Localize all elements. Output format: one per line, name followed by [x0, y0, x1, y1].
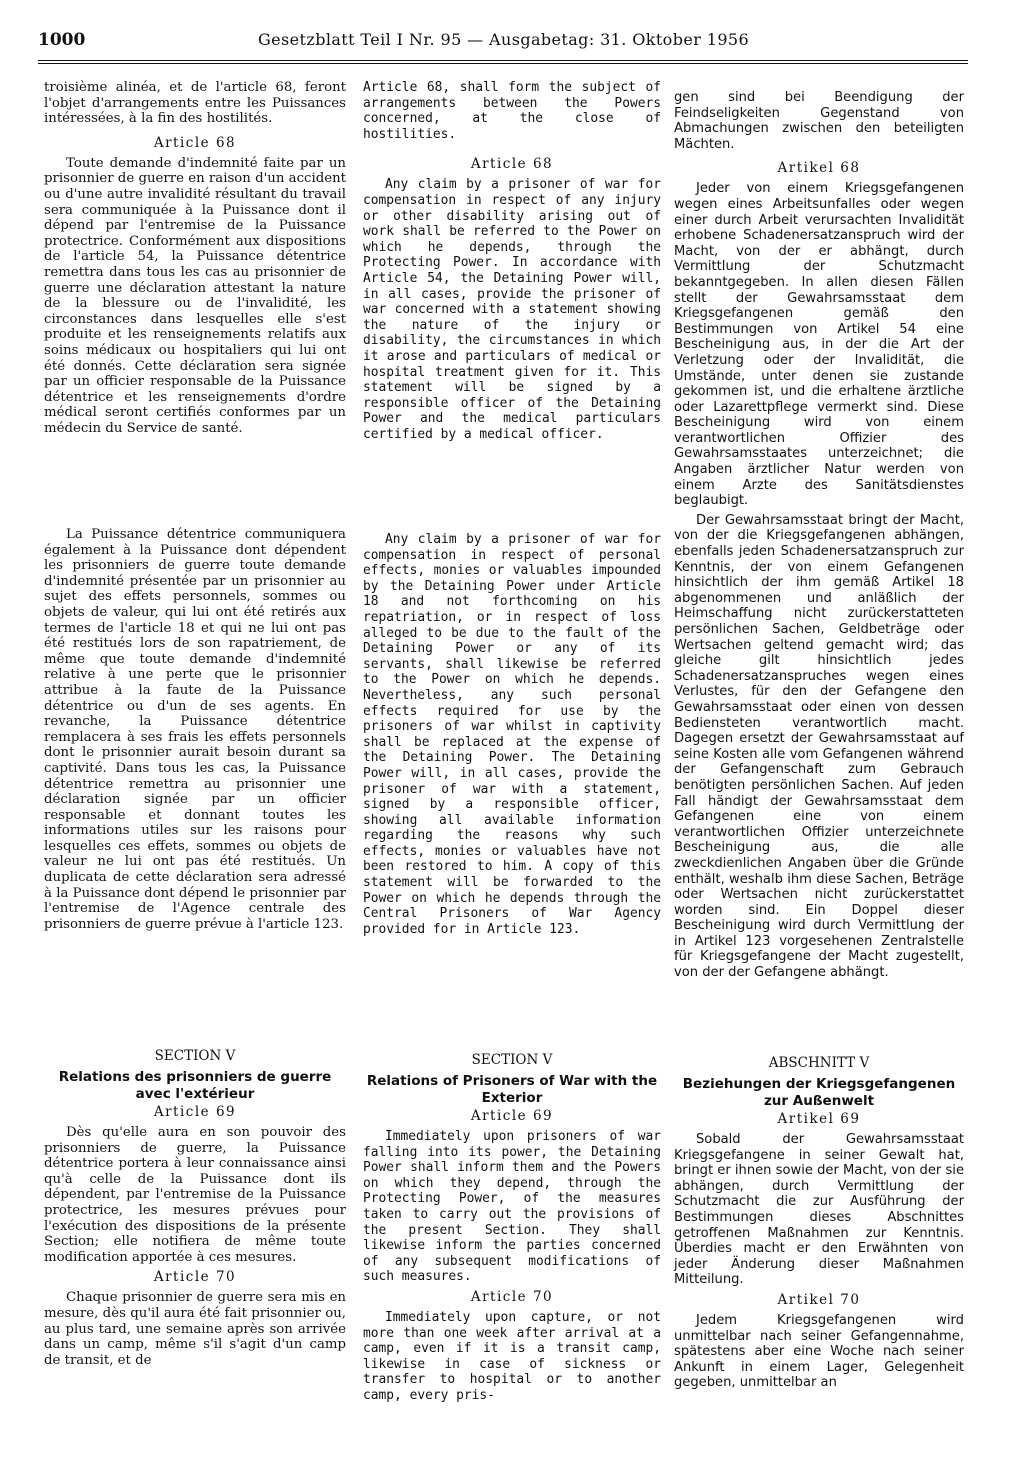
en-block-article-68	[363, 80, 661, 442]
de-article-70-paragraph: Jedem Kriegsgefangenen wird unmittelbar nach seiner Gefangennahme, spätestens aber eine Woche nach seiner Ankunft in einem Lager, Gelegenheit gegeben, unmittelbar an	[674, 1312, 964, 1391]
fr-article-69-paragraph: Dès qu'elle aura en son pouvoir des prisonniers de guerre, la Puissance détentrice portera à leur connaissance ainsi qu'à celle de la Puissance dont ils dépendent, par l'entremise de la Puissance protectrice, les mesures prévues pour l'exécution des dispositions de la présente Section; elle notifiera de même toute modification apportée à ces mesures.	[44, 1125, 346, 1265]
de-article-69-paragraph: Sobald der Gewahrsamsstaat Kriegsgefangene in seiner Gewalt hat, bringt er ihnen sowie der Macht, von der sie abhängen, durch Vermittlung der Schutzmacht die zur Ausführung der Bestimmungen dieses Abschnittes getroffenen Maßnahmen zur Kenntnis. Überdies macht er den Erwähnten von jeder Änderung dieser Maßnahmen Mitteilung.	[674, 1132, 964, 1288]
de-article-69-heading: Artikel 69	[777, 1111, 861, 1127]
de-article-68-heading: Artikel 68	[777, 160, 861, 177]
en-article-70-heading: Article 70	[470, 1288, 554, 1305]
de-article-68-paragraph-2: Der Gewahrsamsstaat bringt der Macht, von der die Kriegsgefangenen abhängen, ebenfalls jeden Schadenersatzanspruch zur Kenntnis, der von einem Gefangenen hinsichtlich der ihm gemäß Artikel 18 abgenommenen und anläßlich der Heimschaffung nicht zurückerstatteten persönlichen Sachen, Geldbeträge oder Wertsachen geltend gemacht wird; das gleiche gilt hinsichtlich jedes Schadenersatzanspruches wegen eines Verlustes, für den der Gefangene den Gewahrsamsstaat oder einen von dessen Bediensteten verantwortlich macht. Dagegen ersetzt der Gewahrsamsstaat auf seine Kosten alle vom Gefangenen während der Gefangenschaft zum Gebrauch benötigten persönlichen Sachen. Auf jeden Fall händigt der Gewahrsamsstaat dem Gefangenen eine von einem verantwortlichen Offizier unterzeichnete Bescheinigung aus, die alle zweckdienlichen Angaben über die Gründe enthält, weshalb ihm diese Sachen, Beträge oder Wertsachen nicht zurückerstattet worden sind. Ein Doppel dieser Bescheinigung wird durch Vermittlung der in Artikel 123 vorgesehenen Zentralstelle für Kriegsgefangene der Macht zugestellt, von der der Gefangene abhängt.	[674, 512, 964, 981]
fr-block-article-68-cont	[44, 527, 346, 932]
fr-section-label: SECTION V	[154, 1048, 236, 1064]
page-header	[38, 28, 968, 60]
fr-article-68-heading: Article 68	[153, 134, 237, 151]
fr-article-70-heading: Article 70	[153, 1269, 237, 1286]
en-article-68-paragraph-2: Any claim by a prisoner of war for compensation in respect of personal effects, monies or valuables impounded by the Detaining Power under Article 18 and not forthcoming on his repatriation, or in respect of loss alleged to be due to the fault of the Detaining Power or any of its servants, shall likewise be referred to the Power on which he depends. Nevertheless, any such personal effects required for use by the prisoners of war whilst in captivity shall be replaced at the expense of the Detaining Power. The Detaining Power will, in all cases, provide the prisoner of war with a statement, signed by a responsible officer, showing all available information regarding the reasons why such effects, monies or valuables have not been restored to him. A copy of this statement will be forwarded to the Power on which he depends through the Central Prisoners of War Agency provided for in Article 123.	[363, 532, 661, 937]
en-section-title: Relations of Prisoners of War with the Exterior	[366, 1073, 658, 1106]
fr-intro: troisième alinéa, et de l'article 68, feront l'objet d'arrangements entre les Puissances intéressées, à la fin des hostilités.	[44, 80, 346, 127]
header-rule-thin	[38, 63, 968, 64]
fr-article-69-heading: Article 69	[153, 1104, 237, 1120]
fr-section-v	[44, 1048, 346, 1368]
fr-article-70-paragraph: Chaque prisonnier de guerre sera mis en mesure, dès qu'il aura été fait prisonnier ou, au plus tard, une semaine après son arrivée dans un camp, même s'il s'agit d'un camp de transit, et de	[44, 1290, 346, 1368]
fr-section-title: Relations des prisonniers de guerre avec l'extérieur	[58, 1069, 332, 1102]
en-article-68-heading: Article 68	[470, 156, 554, 173]
page-number: 1000	[38, 30, 86, 50]
en-article-69-paragraph: Immediately upon prisoners of war falling into its power, the Detaining Power shall inform them and the Powers on which they depend, through the Protecting Power, of the measures taken to carry out the provisions of the present Section. They shall likewise inform the parties concerned of any subsequent modifications of such measures.	[363, 1129, 661, 1285]
en-section-v	[363, 1052, 661, 1404]
fr-article-68-paragraph-2: La Puissance détentrice communiquera également à la Puissance dont dépendent les prisonniers de guerre toute demande d'indemnité présentée par un prisonnier au sujet des effets personnels, sommes ou objets de valeur, qui lui ont été retirés aux termes de l'article 18 et qui ne lui ont pas été restitués lors de son rapatriement, de même que toute demande d'indemnité relative à une perte que le prisonnier attribue à la faute de la Puissance détentrice ou d'un de ses agents. En revanche, la Puissance détentrice remplacera à ses frais les effets personnels dont le prisonnier aurait besoin durant sa captivité. Dans tous les cas, la Puissance détentrice remettra au prisonnier une déclaration signée par un officier responsable et donnant toutes les informations utiles sur les raisons pour lesquelles ces effets, sommes ou objets de valeur ne lui ont pas été restitués. Un duplicata de cette déclaration sera adressé à la Puissance dont dépend le prisonnier par l'entremise de l'Agence centrale des prisonniers de guerre prévue à l'article 123.	[44, 527, 346, 932]
de-section-title: Beziehungen der Kriegsgefangenen zur Außenwelt	[682, 1076, 956, 1109]
de-block-article-68	[674, 90, 964, 981]
de-intro: gen sind bei Beendigung der Feindseligkeiten Gegenstand von Abmachungen zwischen den beteiligten Mächten.	[674, 90, 964, 152]
de-section-label: ABSCHNITT V	[768, 1055, 870, 1071]
fr-article-68-paragraph-1: Toute demande d'indemnité faite par un prisonnier de guerre en raison d'un accident ou d'une autre invalidité résultant du travail sera communiquée à la Puissance dont il dépend par l'entremise de la Puissance protectrice. Conformément aux dispositions de l'article 54, la Puissance détentrice remettra dans tous les cas au prisonnier de guerre une déclaration attestant la nature de la blessure ou de l'invalidité, les circonstances dans lesquelles elle s'est produite et les renseignements relatifs aux soins médicaux ou hospitaliers qui lui ont été donnés. Cette déclaration sera signée par un officier responsable de la Puissance détentrice et les renseignements d'ordre médical seront certifiés conformes par un médecin du Service de santé.	[44, 155, 346, 436]
en-intro: Article 68, shall form the subject of arrangements between the Powers concerned, at the close of hostilities.	[363, 80, 661, 142]
en-article-68-paragraph-1: Any claim by a prisoner of war for compensation in respect of any injury or other disability arising out of work shall be referred to the Power on which he depends, through the Protecting Power. In accordance with Article 54, the Detaining Power will, in all cases, provide the prisoner of war concerned with a statement showing the nature of the injury or disability, the circumstances in which it arose and particulars of medical or hospital treatment given for it. This statement will be signed by a responsible officer of the Detaining Power and the medical particulars certified by a medical officer.	[363, 177, 661, 442]
header-rule	[38, 60, 968, 61]
en-section-label: SECTION V	[471, 1052, 553, 1068]
gazette-title: Gesetzblatt Teil I Nr. 95 — Ausgabetag: 31. Oktober 1956	[258, 30, 750, 49]
fr-block-article-68	[44, 80, 346, 436]
en-article-70-paragraph: Immediately upon capture, or not more than one week after arrival at a camp, even if it is a transit camp, likewise in case of sickness or transfer to hospital or to another camp, every pris-	[363, 1309, 661, 1403]
de-article-68-paragraph-1: Jeder von einem Kriegsgefangenen wegen eines Arbeitsunfalles oder wegen einer durch Arbeit verursachten Invalidität erhobene Schadenersatzanspruch wird der Macht, von der er abhängt, durch Vermittlung der Schutzmacht bekanntgegeben. In allen diesen Fällen stellt der Gewahrsamsstaat dem Kriegsgefangenen gemäß den Bestimmungen von Artikel 54 eine Bescheinigung aus, in der die Art der Verletzung oder der Invalidität, die Umstände, unter denen sie zustande gekommen ist, und die erhaltene ärztliche oder Lazarettpflege vermerkt sind. Diese Bescheinigung wird von einem verantwortlichen Offizier des Gewahrsamsstaates unterzeichnet; die Angaben ärztlicher Natur werden von einem Arzte des Sanitätsdienstes beglaubigt.	[674, 181, 964, 509]
en-block-article-68-cont	[363, 532, 661, 937]
de-article-70-heading: Artikel 70	[777, 1291, 861, 1308]
en-article-69-heading: Article 69	[470, 1108, 554, 1124]
de-section-v	[674, 1055, 964, 1391]
